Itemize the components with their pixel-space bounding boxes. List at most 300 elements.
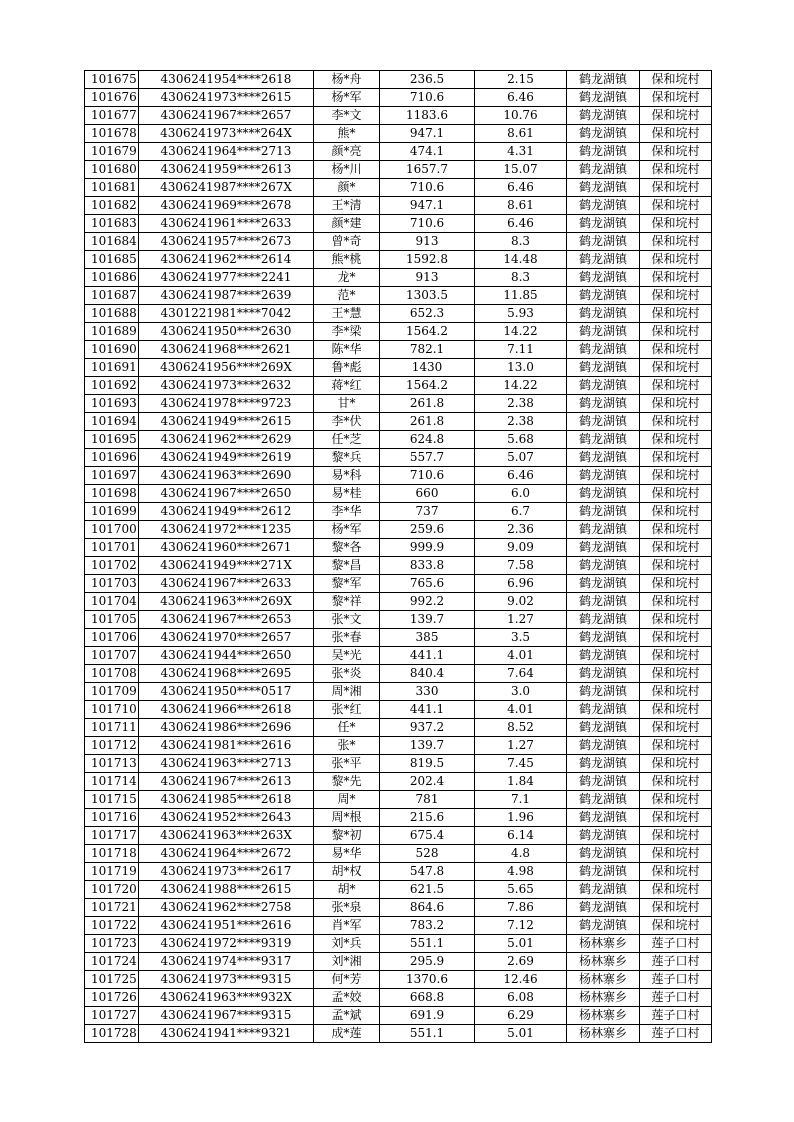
name-cell: 李*伏 — [314, 413, 380, 431]
id-card-cell: 4306241962****2614 — [139, 251, 314, 269]
area-cell: 624.8 — [380, 431, 475, 449]
town-cell: 鹤龙湖镇 — [567, 557, 640, 575]
town-cell: 鹤龙湖镇 — [567, 737, 640, 755]
row-id-cell: 101690 — [85, 341, 139, 359]
village-cell: 保和垸村 — [640, 143, 712, 161]
name-cell: 易*科 — [314, 467, 380, 485]
amount-cell: 8.61 — [475, 197, 567, 215]
village-cell: 保和垸村 — [640, 161, 712, 179]
village-cell: 保和垸村 — [640, 755, 712, 773]
amount-cell: 6.96 — [475, 575, 567, 593]
table-row — [85, 179, 712, 197]
id-card-cell: 4306241967****2633 — [139, 575, 314, 593]
amount-cell: 4.98 — [475, 863, 567, 881]
area-cell: 1657.7 — [380, 161, 475, 179]
area-cell: 1430 — [380, 359, 475, 377]
amount-cell: 1.27 — [475, 737, 567, 755]
row-id-cell: 101725 — [85, 971, 139, 989]
row-id-cell: 101675 — [85, 71, 139, 89]
name-cell: 易*华 — [314, 845, 380, 863]
amount-cell: 14.22 — [475, 377, 567, 395]
amount-cell: 5.93 — [475, 305, 567, 323]
name-cell: 张*红 — [314, 701, 380, 719]
table-row — [85, 719, 712, 737]
town-cell: 鹤龙湖镇 — [567, 809, 640, 827]
amount-cell: 6.46 — [475, 467, 567, 485]
amount-cell: 5.65 — [475, 881, 567, 899]
row-id-cell: 101715 — [85, 791, 139, 809]
row-id-cell: 101714 — [85, 773, 139, 791]
name-cell: 李*华 — [314, 503, 380, 521]
amount-cell: 7.12 — [475, 917, 567, 935]
row-id-cell: 101701 — [85, 539, 139, 557]
town-cell: 鹤龙湖镇 — [567, 611, 640, 629]
id-card-cell: 4306241977****2241 — [139, 269, 314, 287]
town-cell: 鹤龙湖镇 — [567, 89, 640, 107]
id-card-cell: 4306241963****932X — [139, 989, 314, 1007]
amount-cell: 14.48 — [475, 251, 567, 269]
id-card-cell: 4306241950****0517 — [139, 683, 314, 701]
table-row — [85, 647, 712, 665]
town-cell: 鹤龙湖镇 — [567, 125, 640, 143]
name-cell: 黎*先 — [314, 773, 380, 791]
row-id-cell: 101706 — [85, 629, 139, 647]
table-row — [85, 233, 712, 251]
village-cell: 保和垸村 — [640, 377, 712, 395]
amount-cell: 8.61 — [475, 125, 567, 143]
id-card-cell: 4306241957****2673 — [139, 233, 314, 251]
town-cell: 杨林寨乡 — [567, 989, 640, 1007]
village-cell: 保和垸村 — [640, 125, 712, 143]
id-card-cell: 4306241949****2619 — [139, 449, 314, 467]
village-cell: 保和垸村 — [640, 215, 712, 233]
town-cell: 鹤龙湖镇 — [567, 251, 640, 269]
name-cell: 孟*姣 — [314, 989, 380, 1007]
id-card-cell: 4306241974****9317 — [139, 953, 314, 971]
village-cell: 保和垸村 — [640, 719, 712, 737]
name-cell: 胡*权 — [314, 863, 380, 881]
area-cell: 819.5 — [380, 755, 475, 773]
village-cell: 保和垸村 — [640, 305, 712, 323]
row-id-cell: 101687 — [85, 287, 139, 305]
area-cell: 947.1 — [380, 197, 475, 215]
table-row — [85, 251, 712, 269]
village-cell: 保和垸村 — [640, 485, 712, 503]
village-cell: 保和垸村 — [640, 413, 712, 431]
table-body — [85, 71, 712, 1043]
area-cell: 557.7 — [380, 449, 475, 467]
area-cell: 547.8 — [380, 863, 475, 881]
town-cell: 鹤龙湖镇 — [567, 647, 640, 665]
area-cell: 1303.5 — [380, 287, 475, 305]
id-card-cell: 4306241967****9315 — [139, 1007, 314, 1025]
village-cell: 保和垸村 — [640, 521, 712, 539]
name-cell: 范* — [314, 287, 380, 305]
row-id-cell: 101713 — [85, 755, 139, 773]
amount-cell: 12.46 — [475, 971, 567, 989]
amount-cell: 15.07 — [475, 161, 567, 179]
table-row — [85, 665, 712, 683]
area-cell: 691.9 — [380, 1007, 475, 1025]
village-cell: 莲子口村 — [640, 989, 712, 1007]
town-cell: 杨林寨乡 — [567, 953, 640, 971]
table-row — [85, 431, 712, 449]
row-id-cell: 101718 — [85, 845, 139, 863]
town-cell: 鹤龙湖镇 — [567, 773, 640, 791]
town-cell: 鹤龙湖镇 — [567, 845, 640, 863]
village-cell: 保和垸村 — [640, 449, 712, 467]
name-cell: 张*春 — [314, 629, 380, 647]
amount-cell: 8.3 — [475, 269, 567, 287]
name-cell: 黎*祥 — [314, 593, 380, 611]
town-cell: 鹤龙湖镇 — [567, 161, 640, 179]
table-row — [85, 845, 712, 863]
name-cell: 颜*亮 — [314, 143, 380, 161]
amount-cell: 7.11 — [475, 341, 567, 359]
village-cell: 保和垸村 — [640, 899, 712, 917]
name-cell: 任*芝 — [314, 431, 380, 449]
row-id-cell: 101696 — [85, 449, 139, 467]
name-cell: 鲁*彪 — [314, 359, 380, 377]
name-cell: 熊* — [314, 125, 380, 143]
town-cell: 鹤龙湖镇 — [567, 539, 640, 557]
amount-cell: 7.64 — [475, 665, 567, 683]
town-cell: 鹤龙湖镇 — [567, 305, 640, 323]
table-row — [85, 503, 712, 521]
row-id-cell: 101723 — [85, 935, 139, 953]
area-cell: 783.2 — [380, 917, 475, 935]
row-id-cell: 101699 — [85, 503, 139, 521]
name-cell: 龙* — [314, 269, 380, 287]
row-id-cell: 101698 — [85, 485, 139, 503]
name-cell: 刘*兵 — [314, 935, 380, 953]
town-cell: 鹤龙湖镇 — [567, 431, 640, 449]
amount-cell: 3.5 — [475, 629, 567, 647]
village-cell: 保和垸村 — [640, 233, 712, 251]
row-id-cell: 101712 — [85, 737, 139, 755]
id-card-cell: 4306241956****269X — [139, 359, 314, 377]
town-cell: 鹤龙湖镇 — [567, 917, 640, 935]
amount-cell: 6.14 — [475, 827, 567, 845]
name-cell: 颜*建 — [314, 215, 380, 233]
id-card-cell: 4306241972****9319 — [139, 935, 314, 953]
row-id-cell: 101681 — [85, 179, 139, 197]
town-cell: 鹤龙湖镇 — [567, 179, 640, 197]
area-cell: 139.7 — [380, 611, 475, 629]
row-id-cell: 101694 — [85, 413, 139, 431]
amount-cell: 4.8 — [475, 845, 567, 863]
area-cell: 668.8 — [380, 989, 475, 1007]
village-cell: 保和垸村 — [640, 287, 712, 305]
area-cell: 710.6 — [380, 215, 475, 233]
name-cell: 王*清 — [314, 197, 380, 215]
table-row — [85, 269, 712, 287]
table-row — [85, 917, 712, 935]
name-cell: 陈*华 — [314, 341, 380, 359]
row-id-cell: 101708 — [85, 665, 139, 683]
town-cell: 鹤龙湖镇 — [567, 233, 640, 251]
area-cell: 474.1 — [380, 143, 475, 161]
row-id-cell: 101709 — [85, 683, 139, 701]
id-card-cell: 4306241973****9315 — [139, 971, 314, 989]
village-cell: 保和垸村 — [640, 773, 712, 791]
name-cell: 何*芳 — [314, 971, 380, 989]
town-cell: 鹤龙湖镇 — [567, 269, 640, 287]
amount-cell: 8.52 — [475, 719, 567, 737]
town-cell: 鹤龙湖镇 — [567, 359, 640, 377]
village-cell: 保和垸村 — [640, 737, 712, 755]
name-cell: 蒋*红 — [314, 377, 380, 395]
amount-cell: 7.45 — [475, 755, 567, 773]
area-cell: 737 — [380, 503, 475, 521]
row-id-cell: 101676 — [85, 89, 139, 107]
id-card-cell: 4306241967****2650 — [139, 485, 314, 503]
row-id-cell: 101703 — [85, 575, 139, 593]
area-cell: 236.5 — [380, 71, 475, 89]
area-cell: 1370.6 — [380, 971, 475, 989]
name-cell: 张*泉 — [314, 899, 380, 917]
table-row — [85, 197, 712, 215]
town-cell: 鹤龙湖镇 — [567, 287, 640, 305]
table-row — [85, 629, 712, 647]
village-cell: 保和垸村 — [640, 395, 712, 413]
id-card-cell: 4306241967****2657 — [139, 107, 314, 125]
table-row — [85, 683, 712, 701]
village-cell: 保和垸村 — [640, 197, 712, 215]
area-cell: 441.1 — [380, 647, 475, 665]
name-cell: 吴*光 — [314, 647, 380, 665]
village-cell: 保和垸村 — [640, 71, 712, 89]
id-card-cell: 4306241973****2615 — [139, 89, 314, 107]
village-cell: 保和垸村 — [640, 917, 712, 935]
amount-cell: 6.46 — [475, 179, 567, 197]
area-cell: 528 — [380, 845, 475, 863]
area-cell: 710.6 — [380, 467, 475, 485]
name-cell: 黎*昌 — [314, 557, 380, 575]
name-cell: 黎*各 — [314, 539, 380, 557]
name-cell: 甘* — [314, 395, 380, 413]
village-cell: 莲子口村 — [640, 1007, 712, 1025]
town-cell: 鹤龙湖镇 — [567, 485, 640, 503]
id-card-cell: 4306241988****2615 — [139, 881, 314, 899]
id-card-cell: 4306241950****2630 — [139, 323, 314, 341]
area-cell: 992.2 — [380, 593, 475, 611]
table-row — [85, 521, 712, 539]
town-cell: 鹤龙湖镇 — [567, 881, 640, 899]
area-cell: 947.1 — [380, 125, 475, 143]
area-cell: 864.6 — [380, 899, 475, 917]
area-cell: 913 — [380, 269, 475, 287]
id-card-cell: 4306241961****2633 — [139, 215, 314, 233]
area-cell: 675.4 — [380, 827, 475, 845]
table-row — [85, 323, 712, 341]
name-cell: 肖*军 — [314, 917, 380, 935]
row-id-cell: 101707 — [85, 647, 139, 665]
row-id-cell: 101720 — [85, 881, 139, 899]
id-card-cell: 4306241968****2621 — [139, 341, 314, 359]
village-cell: 保和垸村 — [640, 107, 712, 125]
name-cell: 黎*军 — [314, 575, 380, 593]
row-id-cell: 101682 — [85, 197, 139, 215]
area-cell: 937.2 — [380, 719, 475, 737]
name-cell: 张* — [314, 737, 380, 755]
town-cell: 鹤龙湖镇 — [567, 791, 640, 809]
table-row — [85, 467, 712, 485]
row-id-cell: 101726 — [85, 989, 139, 1007]
name-cell: 孟*斌 — [314, 1007, 380, 1025]
town-cell: 鹤龙湖镇 — [567, 503, 640, 521]
row-id-cell: 101704 — [85, 593, 139, 611]
table-row — [85, 791, 712, 809]
area-cell: 330 — [380, 683, 475, 701]
table-row — [85, 971, 712, 989]
village-cell: 保和垸村 — [640, 251, 712, 269]
name-cell: 李*梁 — [314, 323, 380, 341]
amount-cell: 9.09 — [475, 539, 567, 557]
village-cell: 保和垸村 — [640, 791, 712, 809]
area-cell: 833.8 — [380, 557, 475, 575]
town-cell: 鹤龙湖镇 — [567, 863, 640, 881]
village-cell: 保和垸村 — [640, 431, 712, 449]
table-row — [85, 611, 712, 629]
town-cell: 鹤龙湖镇 — [567, 449, 640, 467]
town-cell: 鹤龙湖镇 — [567, 341, 640, 359]
town-cell: 鹤龙湖镇 — [567, 521, 640, 539]
area-cell: 621.5 — [380, 881, 475, 899]
table-row — [85, 1025, 712, 1043]
town-cell: 杨林寨乡 — [567, 1007, 640, 1025]
name-cell: 颜* — [314, 179, 380, 197]
name-cell: 易*桂 — [314, 485, 380, 503]
id-card-cell: 4306241973****2632 — [139, 377, 314, 395]
village-cell: 保和垸村 — [640, 503, 712, 521]
table-row — [85, 575, 712, 593]
row-id-cell: 101711 — [85, 719, 139, 737]
amount-cell: 2.38 — [475, 395, 567, 413]
town-cell: 鹤龙湖镇 — [567, 827, 640, 845]
id-card-cell: 4306241967****2653 — [139, 611, 314, 629]
town-cell: 鹤龙湖镇 — [567, 377, 640, 395]
village-cell: 保和垸村 — [640, 89, 712, 107]
amount-cell: 1.84 — [475, 773, 567, 791]
town-cell: 鹤龙湖镇 — [567, 215, 640, 233]
table-row — [85, 341, 712, 359]
row-id-cell: 101689 — [85, 323, 139, 341]
row-id-cell: 101691 — [85, 359, 139, 377]
area-cell: 840.4 — [380, 665, 475, 683]
village-cell: 保和垸村 — [640, 611, 712, 629]
id-card-cell: 4306241960****2671 — [139, 539, 314, 557]
area-cell: 202.4 — [380, 773, 475, 791]
village-cell: 保和垸村 — [640, 557, 712, 575]
row-id-cell: 101710 — [85, 701, 139, 719]
area-cell: 259.6 — [380, 521, 475, 539]
village-cell: 保和垸村 — [640, 323, 712, 341]
amount-cell: 4.01 — [475, 647, 567, 665]
area-cell: 441.1 — [380, 701, 475, 719]
area-cell: 551.1 — [380, 1025, 475, 1043]
name-cell: 成*莲 — [314, 1025, 380, 1043]
area-cell: 765.6 — [380, 575, 475, 593]
name-cell: 刘*湘 — [314, 953, 380, 971]
id-card-cell: 4306241944****2650 — [139, 647, 314, 665]
amount-cell: 2.69 — [475, 953, 567, 971]
row-id-cell: 101679 — [85, 143, 139, 161]
table-row — [85, 881, 712, 899]
amount-cell: 13.0 — [475, 359, 567, 377]
village-cell: 保和垸村 — [640, 809, 712, 827]
row-id-cell: 101702 — [85, 557, 139, 575]
amount-cell: 7.58 — [475, 557, 567, 575]
id-card-cell: 4306241981****2616 — [139, 737, 314, 755]
amount-cell: 2.36 — [475, 521, 567, 539]
table-row — [85, 359, 712, 377]
row-id-cell: 101717 — [85, 827, 139, 845]
town-cell: 鹤龙湖镇 — [567, 719, 640, 737]
id-card-cell: 4306241986****2696 — [139, 719, 314, 737]
row-id-cell: 101677 — [85, 107, 139, 125]
id-card-cell: 4306241985****2618 — [139, 791, 314, 809]
id-card-cell: 4306241952****2643 — [139, 809, 314, 827]
table-row — [85, 485, 712, 503]
amount-cell: 5.01 — [475, 1025, 567, 1043]
table-row — [85, 413, 712, 431]
amount-cell: 10.76 — [475, 107, 567, 125]
town-cell: 鹤龙湖镇 — [567, 683, 640, 701]
area-cell: 652.3 — [380, 305, 475, 323]
id-card-cell: 4306241973****2617 — [139, 863, 314, 881]
village-cell: 莲子口村 — [640, 1025, 712, 1043]
area-cell: 1592.8 — [380, 251, 475, 269]
village-cell: 保和垸村 — [640, 881, 712, 899]
row-id-cell: 101695 — [85, 431, 139, 449]
village-cell: 莲子口村 — [640, 953, 712, 971]
table-row — [85, 107, 712, 125]
id-card-cell: 4306241969****2678 — [139, 197, 314, 215]
row-id-cell: 101721 — [85, 899, 139, 917]
village-cell: 保和垸村 — [640, 629, 712, 647]
village-cell: 保和垸村 — [640, 827, 712, 845]
amount-cell: 11.85 — [475, 287, 567, 305]
town-cell: 杨林寨乡 — [567, 971, 640, 989]
table-row — [85, 863, 712, 881]
row-id-cell: 101688 — [85, 305, 139, 323]
id-card-cell: 4306241949****2615 — [139, 413, 314, 431]
table-row — [85, 737, 712, 755]
table-row — [85, 161, 712, 179]
id-card-cell: 4306241959****2613 — [139, 161, 314, 179]
table-row — [85, 305, 712, 323]
row-id-cell: 101693 — [85, 395, 139, 413]
village-cell: 保和垸村 — [640, 269, 712, 287]
table-row — [85, 377, 712, 395]
row-id-cell: 101705 — [85, 611, 139, 629]
id-card-cell: 4306241963****2690 — [139, 467, 314, 485]
town-cell: 鹤龙湖镇 — [567, 323, 640, 341]
id-card-cell: 4306241962****2629 — [139, 431, 314, 449]
area-cell: 261.8 — [380, 413, 475, 431]
name-cell: 杨*川 — [314, 161, 380, 179]
town-cell: 鹤龙湖镇 — [567, 899, 640, 917]
town-cell: 鹤龙湖镇 — [567, 395, 640, 413]
table-row — [85, 953, 712, 971]
name-cell: 曾*奇 — [314, 233, 380, 251]
table-row — [85, 773, 712, 791]
id-card-cell: 4306241949****271X — [139, 557, 314, 575]
id-card-cell: 4306241964****2672 — [139, 845, 314, 863]
table-row — [85, 755, 712, 773]
name-cell: 杨*军 — [314, 89, 380, 107]
